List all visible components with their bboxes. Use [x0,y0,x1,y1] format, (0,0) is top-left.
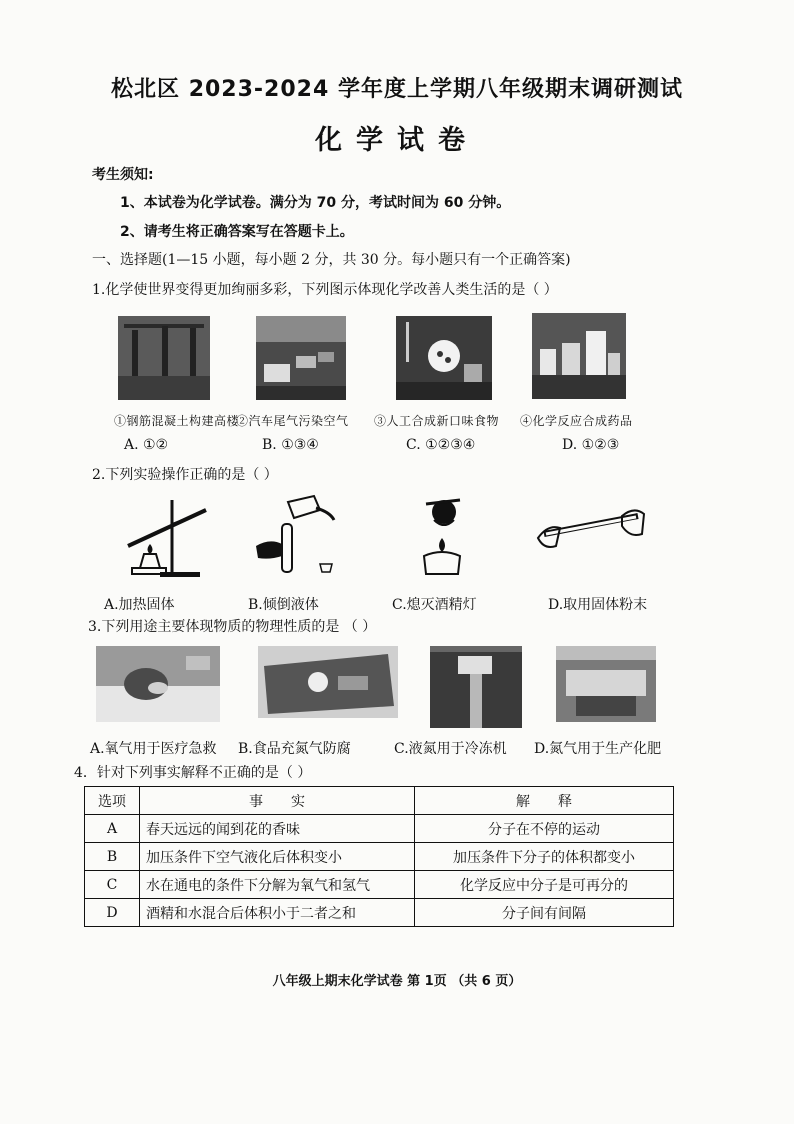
q1-caption-3: ③人工合成新口味食物 [374,414,500,428]
q3-image-oxygen-mask [96,646,220,722]
table-header-row [85,787,674,815]
notice-heading: 考生须知: [92,167,154,183]
q2-image-pouring [250,494,360,579]
page-footer: 八年级上期末化学试卷 第 1页 （共 6 页） [272,974,522,989]
q2-image-alcohol-lamp [396,494,506,579]
q1-image-food [396,316,492,400]
q2-image-powder [534,494,650,579]
q2-stem: 2.下列实验操作正确的是（ ） [92,467,278,483]
table-row [85,843,674,871]
row-key: B [85,843,140,871]
row-key: A [85,815,140,843]
q1-caption-1: ①钢筋混凝土构建高楼 [114,414,240,428]
q2-option-b: B.倾倒液体 [248,597,319,613]
q3-image-cryogenic [430,646,522,728]
q2-option-d: D.取用固体粉末 [548,597,648,613]
row-fact: 春天远远的闻到花的香味 [140,815,415,843]
notice-item-1: 1、本试卷为化学试卷。满分为 70 分，考试时间为 60 分钟。 [120,195,511,211]
table-row [85,815,674,843]
q4-fact-table [84,786,674,927]
q2-image-heating [114,494,224,579]
q3-option-d: D.氮气用于生产化肥 [534,741,662,757]
q1-stem: 1.化学使世界变得更加绚丽多彩，下列图示体现化学改善人类生活的是（ ） [92,282,558,298]
q2-option-c: C.熄灭酒精灯 [392,597,477,613]
exam-title: 松北区 2023-2024 学年度上学期八年级期末调研测试 [111,77,683,102]
header-option: 选项 [85,787,140,815]
row-explanation: 化学反应中分子是可再分的 [415,871,674,899]
q1-image-building [118,316,210,400]
q3-image-food-package [258,646,398,718]
q4-stem: 4．针对下列事实解释不正确的是（ ） [74,765,312,781]
section-heading: 一、选择题(1—15 小题，每小题 2 分，共 30 分。每小题只有一个正确答案) [92,252,571,268]
table-row [85,871,674,899]
header-fact: 事 实 [140,787,415,815]
header-explanation: 解 释 [415,787,674,815]
q3-stem: 3.下列用途主要体现物质的物理性质的是 （ ） [88,619,377,635]
q2-option-a: A.加热固体 [104,597,175,613]
row-key: D [85,899,140,927]
row-key: C [85,871,140,899]
q1-option-b: B. ①③④ [262,437,319,453]
q3-option-a: A.氧气用于医疗急救 [90,741,217,757]
exam-subtitle: 化学试卷 [315,125,479,156]
notice-item-2: 2、请考生将正确答案写在答题卡上。 [120,224,354,240]
q1-caption-2: ②汽车尾气污染空气 [236,414,349,428]
q1-image-traffic [256,316,346,400]
row-fact: 水在通电的条件下分解为氧气和氢气 [140,871,415,899]
q3-option-b: B.食品充氮气防腐 [238,741,351,757]
q3-image-fertilizer-plant [556,646,656,722]
row-fact: 酒精和水混合后体积小于二者之和 [140,899,415,927]
row-explanation: 分子在不停的运动 [415,815,674,843]
table-row [85,899,674,927]
q1-image-medicine [532,313,626,399]
q1-option-a: A. ①② [124,437,169,453]
row-explanation: 分子间有间隔 [415,899,674,927]
q1-caption-4: ④化学反应合成药品 [520,414,633,428]
q1-option-d: D. ①②③ [562,437,620,453]
row-fact: 加压条件下空气液化后体积变小 [140,843,415,871]
q1-option-c: C. ①②③④ [406,437,476,453]
q3-option-c: C.液氮用于冷冻机 [394,741,507,757]
row-explanation: 加压条件下分子的体积都变小 [415,843,674,871]
